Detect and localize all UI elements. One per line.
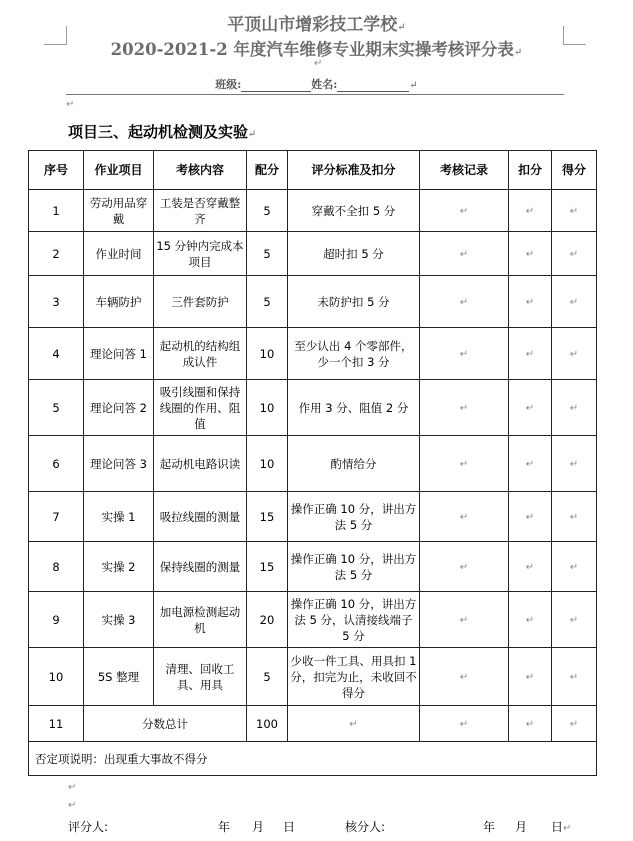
row-score: ↵ <box>552 232 597 276</box>
section-title: 项目三、起动机检测及实验↵ <box>68 123 257 141</box>
row-item: 劳动用品穿戴 <box>84 190 154 232</box>
row-points: 5 <box>247 276 288 328</box>
total-row <box>29 706 597 742</box>
row-score: ↵ <box>552 492 597 542</box>
class-name-row: 班级: 姓名: ↵ <box>215 78 418 91</box>
school-title: 平顶山市增彩技工学校↵ <box>227 15 406 35</box>
row-deduct: ↵ <box>509 276 552 328</box>
row-no: 10 <box>29 648 84 706</box>
total-label: 分数总计 <box>84 706 247 742</box>
row-no: 9 <box>29 592 84 648</box>
row-no: 4 <box>29 328 84 380</box>
row-no: 1 <box>29 190 84 232</box>
paragraph-mark: ↵ <box>68 800 77 811</box>
row-score: ↵ <box>552 436 597 492</box>
row-record: ↵ <box>420 232 509 276</box>
checker-month: 月 <box>515 820 528 834</box>
row-points: 5 <box>247 648 288 706</box>
col-item: 作业项目 <box>84 151 154 190</box>
scorer-month: 月 <box>252 820 265 834</box>
score-table <box>28 150 597 776</box>
table-row <box>29 380 597 436</box>
row-standard: 未防护扣 5 分 <box>288 276 420 328</box>
col-deduct: 扣分 <box>509 151 552 190</box>
row-deduct: ↵ <box>509 328 552 380</box>
row-standard: 超时扣 5 分 <box>288 232 420 276</box>
col-points: 配分 <box>247 151 288 190</box>
row-no: 2 <box>29 232 84 276</box>
row-deduct: ↵ <box>509 380 552 436</box>
col-no: 序号 <box>29 151 84 190</box>
table-row <box>29 328 597 380</box>
row-no: 5 <box>29 380 84 436</box>
row-score: ↵ <box>552 276 597 328</box>
row-score: ↵ <box>552 190 597 232</box>
total-points: 100 <box>247 706 288 742</box>
note-row <box>29 742 597 776</box>
name-blank <box>337 79 409 92</box>
scorer-day: 日 <box>283 820 296 834</box>
row-deduct: ↵ <box>509 492 552 542</box>
table-row <box>29 648 597 706</box>
paragraph-mark: ↵ <box>66 99 75 110</box>
row-points: 5 <box>247 232 288 276</box>
row-deduct: ↵ <box>509 232 552 276</box>
note-cell: 否定项说明：出现重大事故不得分 <box>29 742 597 776</box>
table-row <box>29 232 597 276</box>
row-standard: 穿戴不全扣 5 分 <box>288 190 420 232</box>
row-item: 车辆防护 <box>84 276 154 328</box>
col-record: 考核记录 <box>420 151 509 190</box>
row-content: 15 分钟内完成本项目 <box>154 232 247 276</box>
table-row <box>29 436 597 492</box>
col-content: 考核内容 <box>154 151 247 190</box>
row-points: 10 <box>247 380 288 436</box>
row-standard: 操作正确 10 分，讲出方法 5 分 <box>288 542 420 592</box>
row-record: ↵ <box>420 648 509 706</box>
row-no: 8 <box>29 542 84 592</box>
row-score: ↵ <box>552 648 597 706</box>
row-content: 吸拉线圈的测量 <box>154 492 247 542</box>
row-content: 保持线圈的测量 <box>154 542 247 592</box>
row-standard: 少收一件工具、用具扣 1 分，扣完为止，未收回不得分 <box>288 648 420 706</box>
row-deduct: ↵ <box>509 190 552 232</box>
row-content: 工装是否穿戴整齐 <box>154 190 247 232</box>
row-points: 10 <box>247 328 288 380</box>
row-score: ↵ <box>552 592 597 648</box>
row-record: ↵ <box>420 380 509 436</box>
row-content: 三件套防护 <box>154 276 247 328</box>
table-row <box>29 542 597 592</box>
row-record: ↵ <box>420 436 509 492</box>
row-record: ↵ <box>420 542 509 592</box>
row-points: 20 <box>247 592 288 648</box>
header-rule <box>66 94 564 95</box>
row-standard: 操作正确 10 分，讲出方法 5 分 <box>288 492 420 542</box>
checker-day: 日↵ <box>551 820 572 834</box>
paragraph-mark: ↵ <box>68 782 77 793</box>
row-no: 7 <box>29 492 84 542</box>
row-no: 6 <box>29 436 84 492</box>
checker-year: 年 <box>483 820 496 834</box>
row-item: 理论问答 2 <box>84 380 154 436</box>
total-deduct-cell: ↵ <box>509 706 552 742</box>
row-item: 实操 3 <box>84 592 154 648</box>
row-content: 吸引线圈和保持线圈的作用、阻值 <box>154 380 247 436</box>
checker-label: 核分人: <box>345 820 386 834</box>
class-blank <box>241 79 311 92</box>
row-item: 作业时间 <box>84 232 154 276</box>
row-record: ↵ <box>420 276 509 328</box>
row-standard: 作用 3 分、阻值 2 分 <box>288 380 420 436</box>
row-points: 5 <box>247 190 288 232</box>
total-standard-cell: ↵ <box>288 706 420 742</box>
row-no: 3 <box>29 276 84 328</box>
row-record: ↵ <box>420 492 509 542</box>
row-points: 15 <box>247 542 288 592</box>
row-standard: 操作正确 10 分，讲出方法 5 分，认清接线端子 5 分 <box>288 592 420 648</box>
row-item: 实操 2 <box>84 542 154 592</box>
row-content: 清理、回收工具、用具 <box>154 648 247 706</box>
row-score: ↵ <box>552 380 597 436</box>
col-standard: 评分标准及扣分 <box>288 151 420 190</box>
row-record: ↵ <box>420 190 509 232</box>
paragraph-mark: ↵ <box>314 58 323 69</box>
col-score: 得分 <box>552 151 597 190</box>
total-no: 11 <box>29 706 84 742</box>
total-record-cell: ↵ <box>420 706 509 742</box>
row-deduct: ↵ <box>509 592 552 648</box>
name-label: 姓名: <box>311 78 338 91</box>
row-standard: 至少认出 4 个零部件，少一个扣 3 分 <box>288 328 420 380</box>
row-content: 加电源检测起动机 <box>154 592 247 648</box>
row-content: 起动机电路识读 <box>154 436 247 492</box>
row-item: 5S 整理 <box>84 648 154 706</box>
row-score: ↵ <box>552 542 597 592</box>
total-score-cell: ↵ <box>552 706 597 742</box>
scorer-label: 评分人: <box>68 820 109 834</box>
class-label: 班级: <box>215 78 242 91</box>
row-item: 实操 1 <box>84 492 154 542</box>
row-points: 10 <box>247 436 288 492</box>
row-deduct: ↵ <box>509 542 552 592</box>
table-row <box>29 492 597 542</box>
row-content: 起动机的结构组成认件 <box>154 328 247 380</box>
row-record: ↵ <box>420 328 509 380</box>
row-deduct: ↵ <box>509 648 552 706</box>
row-deduct: ↵ <box>509 436 552 492</box>
table-row <box>29 276 597 328</box>
table-header-row <box>29 151 597 190</box>
scorer-year: 年 <box>218 820 231 834</box>
row-item: 理论问答 1 <box>84 328 154 380</box>
table-row <box>29 190 597 232</box>
row-record: ↵ <box>420 592 509 648</box>
row-score: ↵ <box>552 328 597 380</box>
form-title: 2020-2021-2 年度汽车维修专业期末实操考核评分表↵ <box>110 40 523 59</box>
row-points: 15 <box>247 492 288 542</box>
row-standard: 酌情给分 <box>288 436 420 492</box>
row-item: 理论问答 3 <box>84 436 154 492</box>
table-row <box>29 592 597 648</box>
